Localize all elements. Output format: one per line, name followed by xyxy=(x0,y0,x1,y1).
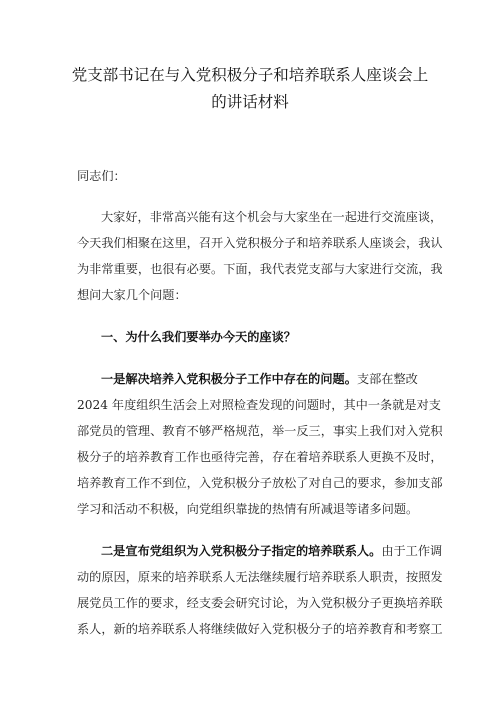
section-1-heading: 一、为什么我们要举办今天的座谈？ xyxy=(101,330,296,344)
para-2-first-line-rest: 由于工作调 xyxy=(381,544,443,558)
para-1-line-3: 部党员的管理、教育不够严格规范，举一反三，事实上我们对入党积 xyxy=(77,424,443,438)
intro-line-4: 想问大家几个问题： xyxy=(77,288,187,302)
para-1-lead-sentence: 一是解决培养入党积极分子工作中存在的问题。 xyxy=(101,372,357,386)
para-1-line-6: 学习和活动不积极，向党组织靠拢的热情有所减退等诸多问题。 xyxy=(77,502,419,516)
para-2-line-4: 系人，新的培养联系人将继续做好入党积极分子的培养教育和考察工 xyxy=(77,622,443,636)
para-1-line-5: 培养教育工作不到位，入党积极分子放松了对自己的要求，参加支部 xyxy=(77,476,443,490)
para-2-lead-sentence: 二是宣布党组织为入党积极分子指定的培养联系人。 xyxy=(101,544,382,558)
document-title-line-2: 的讲话材料 xyxy=(211,93,289,111)
para-2-line-3: 展党员工作的要求，经支委会研究讨论，为入党积极分子更换培养联 xyxy=(77,596,443,610)
greeting: 同志们： xyxy=(77,169,126,183)
document-title-line-1: 党支部书记在与入党积极分子和培养联系人座谈会上 xyxy=(71,66,429,84)
para-1-line-4: 极分子的培养教育工作也亟待完善，存在着培养联系人更换不及时， xyxy=(77,450,443,464)
intro-line-3: 为非常重要，也很有必要。下面，我代表党支部与大家进行交流，我 xyxy=(77,262,443,276)
para-1-line-2: 2024 年度组织生活会上对照检查发现的问题时，其中一条就是对支 xyxy=(77,398,441,412)
para-1-first-line-rest: 支部在整改 xyxy=(356,372,418,386)
intro-line-1: 大家好，非常高兴能有这个机会与大家坐在一起进行交流座谈， xyxy=(101,210,443,224)
intro-line-2: 今天我们相聚在这里，召开入党积极分子和培养联系人座谈会，我认 xyxy=(77,236,443,250)
para-1-first-line xyxy=(101,373,418,385)
para-2-line-2: 动的原因，原来的培养联系人无法继续履行培养联系人职责，按照发 xyxy=(77,570,443,584)
para-2-first-line xyxy=(101,545,442,557)
